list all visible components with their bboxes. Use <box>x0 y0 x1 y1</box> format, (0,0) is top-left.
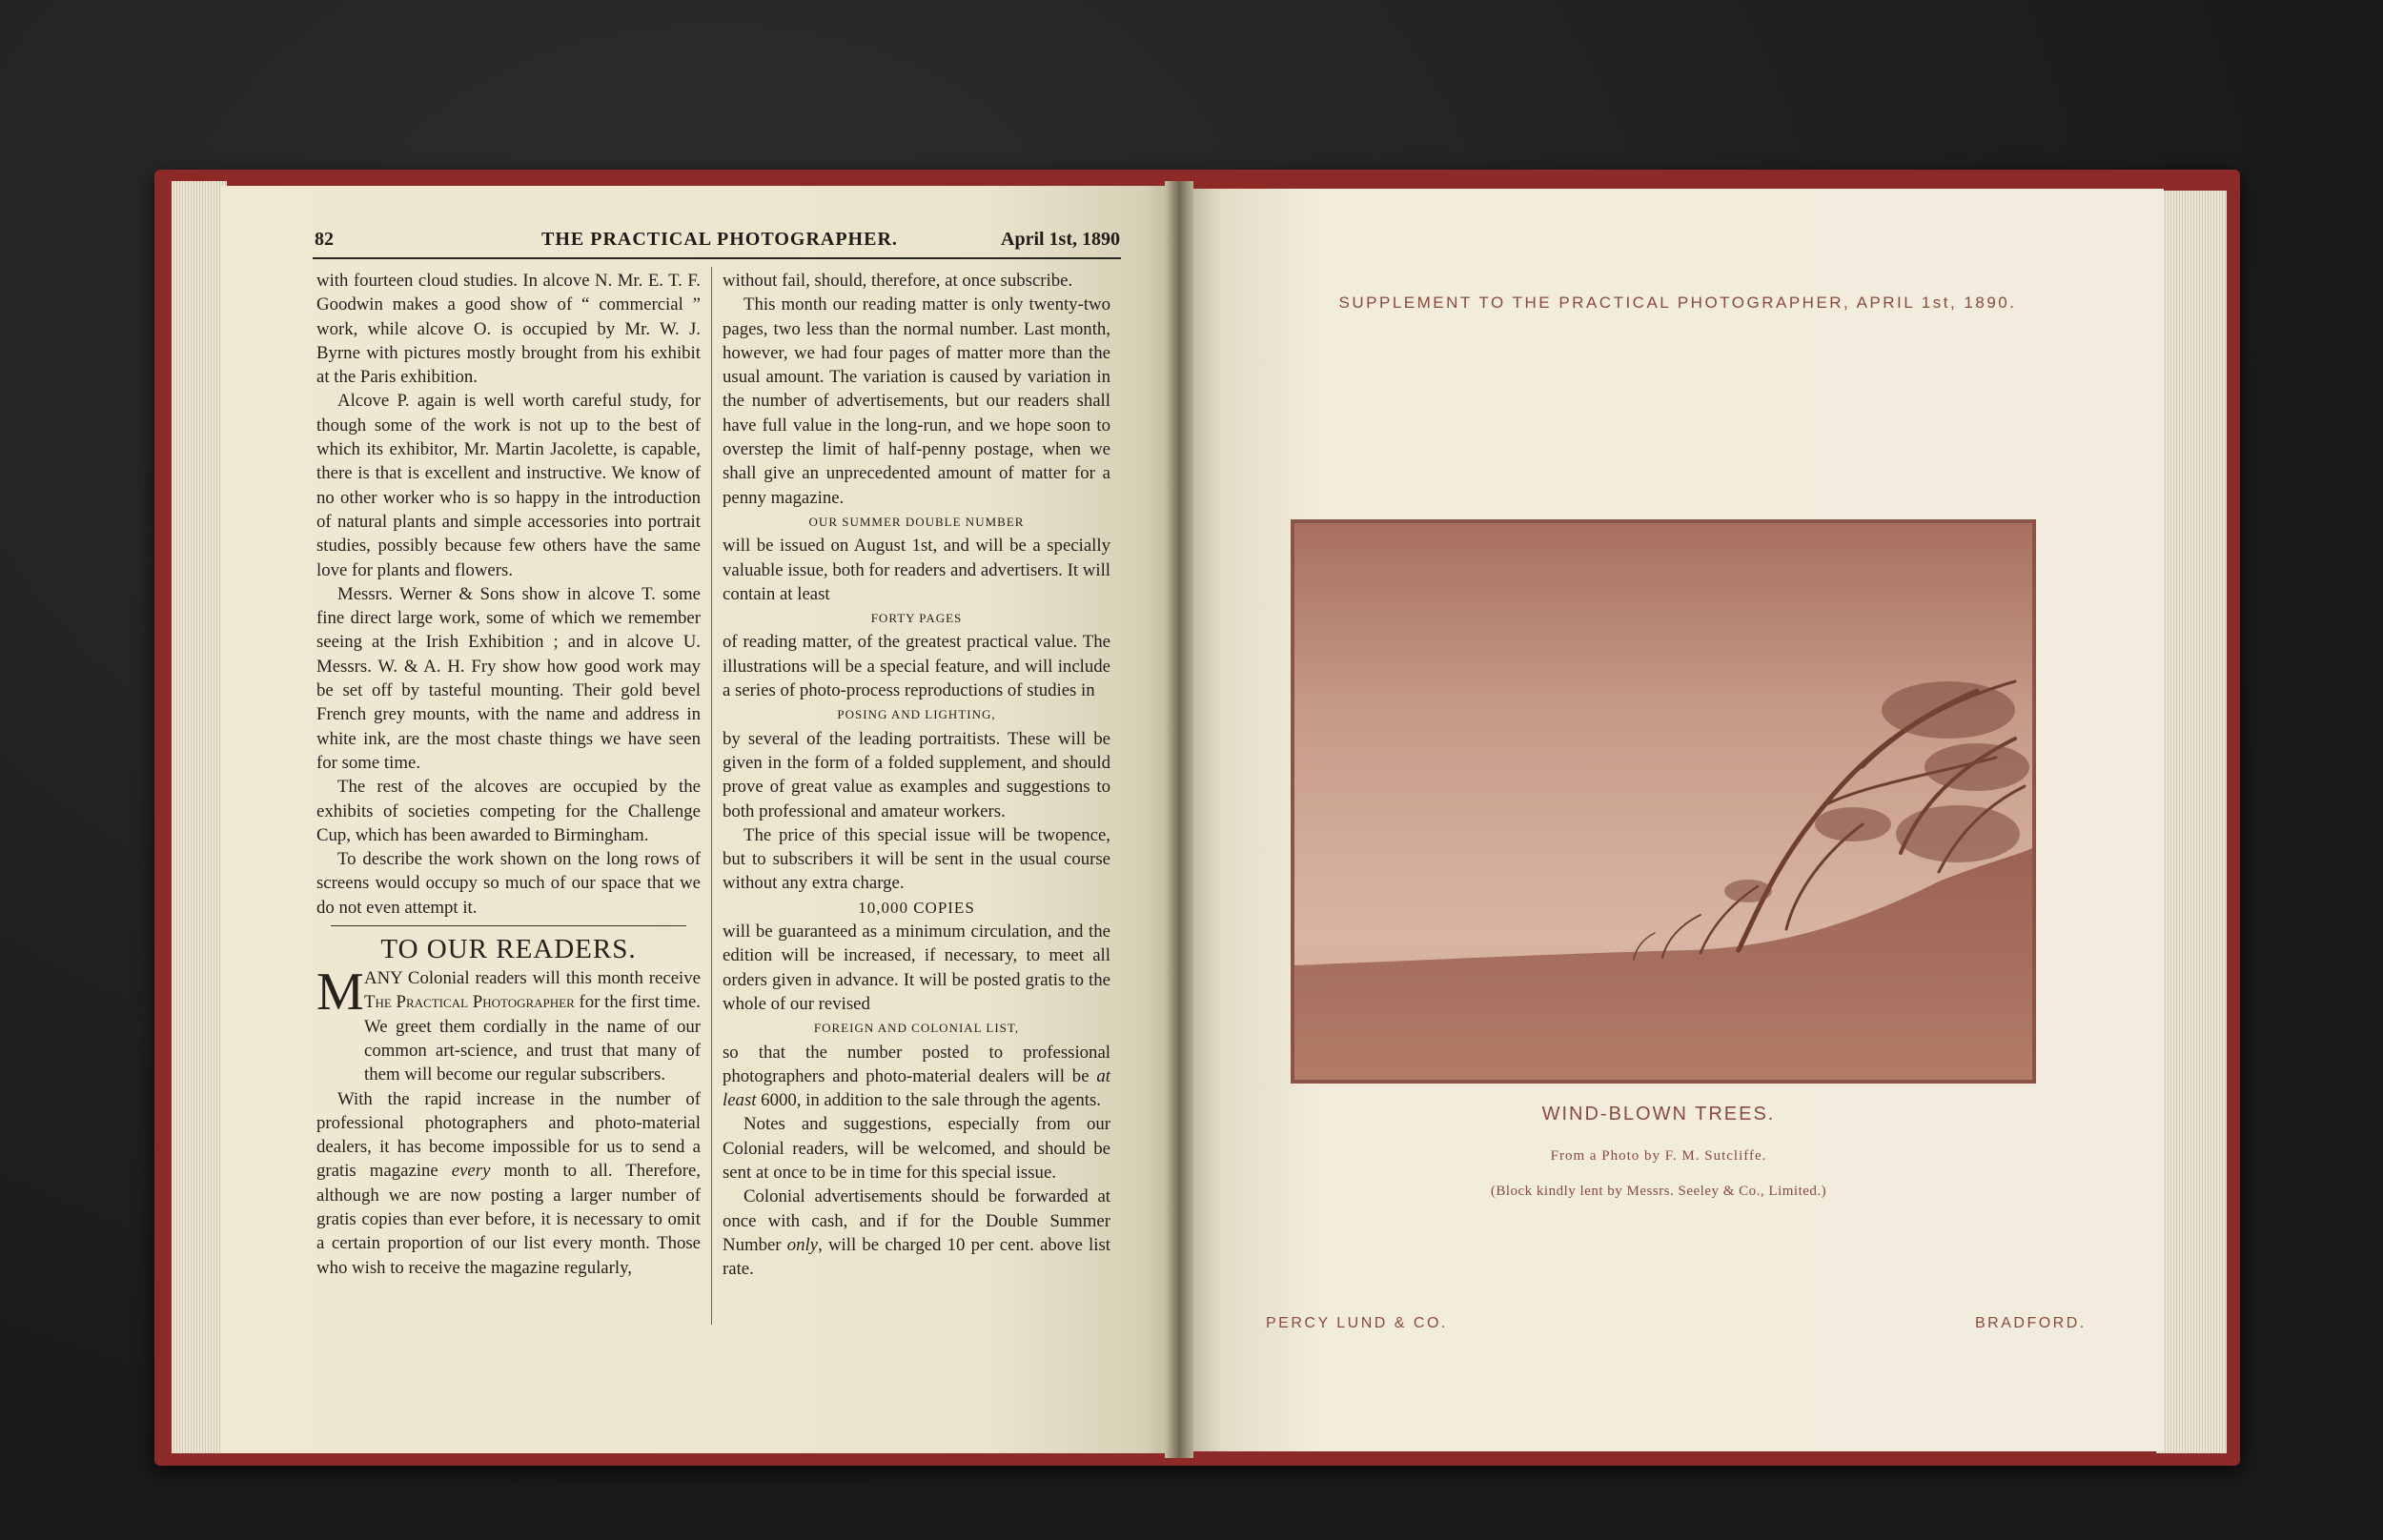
paragraph <box>316 1087 701 1280</box>
page-edges-right <box>2156 191 2227 1453</box>
page-number: 82 <box>315 229 334 250</box>
paragraph: by several of the leading portraitists. These will be given in the form of a folded supplement, and should prove of great value as examples and suggestions to both professional and amateur workers. <box>723 728 1110 821</box>
book-gutter <box>1165 181 1193 1458</box>
left-column <box>316 269 701 1280</box>
paragraph: To describe the work shown on the long rows of screens would occupy so much of our space that we do not even attempt it. <box>316 849 701 918</box>
drop-cap-paragraph <box>316 962 701 1086</box>
text-run: With the rapid increase in the number of professional photographers and photo-material dealers, it has become impossible for us to send a gratis magazine <box>316 1088 701 1182</box>
wind-blown-trees-photo <box>1291 519 2036 1084</box>
small-caps-heading: FORTY PAGES <box>870 611 963 626</box>
journal-title: THE PRACTICAL PHOTOGRAPHER. <box>541 229 898 250</box>
running-header <box>315 229 1120 257</box>
paragraph <box>723 1185 1110 1281</box>
paragraph: This month our reading matter is only twenty-two pages, two less than the normal number. Last month, however, we had four pages of matter more than the usual amount. The variation is caused by variation in the number of advertisements, but our readers shall have full value in the long-run, and we hope soon to overstep the limit of half-penny postage, when we shall give an unprecedented amount of matter for a penny magazine. <box>723 294 1110 508</box>
text-run: , will be charged 10 per cent. above list rate. <box>723 1234 1110 1280</box>
text-run: Colonial advertisements should be forwarded at once with cash, and if for the Double Summer Number <box>723 1186 1110 1255</box>
small-caps-heading: POSING AND LIGHTING, <box>837 707 996 722</box>
text-run: so that the number posted to professional photographers and photo-material dealers will be <box>723 1042 1110 1086</box>
publisher-city: BRADFORD. <box>1975 1315 2087 1331</box>
small-caps-heading: FOREIGN AND COLONIAL LIST, <box>813 1021 1020 1036</box>
block-credit: (Block kindly lent by Messrs. Seeley & Co., Limited.) <box>1490 1184 1827 1199</box>
paragraph: will be guaranteed as a minimum circulation, and the edition will be increased, if necessary, to meet all orders given in advance. It will be posted gratis to the whole of our revised <box>723 922 1110 1014</box>
paragraph <box>364 966 701 1086</box>
emphasis: only <box>786 1234 819 1255</box>
journal-name: The Practical Photographer <box>364 992 575 1013</box>
page-edges-left <box>172 181 227 1453</box>
paragraph: The rest of the alcoves are occupied by the exhibits of societies competing for the Challenge Cup, which has been awarded to Birmingham. <box>316 777 701 845</box>
paragraph: without fail, should, therefore, at once subscribe. <box>723 271 1073 291</box>
emphasis: at least <box>723 1065 1110 1111</box>
column-separator <box>711 267 712 1325</box>
paragraph: will be issued on August 1st, and will be a specially valuable issue, both for readers and advertisers. It will contain at least <box>723 536 1110 604</box>
section-heading: TO OUR READERS. <box>380 934 637 965</box>
small-caps-heading: 10,000 COPIES <box>858 898 975 917</box>
text-run: 6000, in addition to the sale through the agents. <box>756 1090 1101 1111</box>
paragraph: Alcove P. again is well worth careful study, for though some of the work is not up to the best of which its exhibitor, Mr. Martin Jacolette, is capable, there is that is excellent and instructive. We know of no other worker who is so happy in the introduction of natural plants and simple accessories into portrait studies, possibly because few others have the same love for plants and flowers. <box>316 391 701 580</box>
section-rule <box>331 925 686 926</box>
paragraph: Messrs. Werner & Sons show in alcove T. some fine direct large work, some of which we remember seeing at the Irish Exhibition ; and in alcove U. Messrs. W. & A. H. Fry show how good work may be set off by tasteful mounting. Their gold bevel French grey mounts, with the name and address in white ink, are the most chaste things we have seen for some time. <box>316 583 701 773</box>
photo-credit: From a Photo by F. M. Sutcliffe. <box>1550 1148 1767 1164</box>
header-rule <box>313 257 1121 259</box>
paragraph: Notes and suggestions, especially from our Colonial readers, will be welcomed, and should be sent at once to be in time for this special issue. <box>723 1114 1110 1183</box>
text-run: ANY Colonial readers will this month receive <box>364 968 701 989</box>
right-column <box>723 269 1110 1281</box>
paragraph <box>723 1041 1110 1113</box>
plate-title: WIND-BLOWN TREES. <box>1541 1104 1776 1125</box>
supplement-header: SUPPLEMENT TO THE PRACTICAL PHOTOGRAPHER, APRIL 1st, 1890. <box>1338 294 2017 312</box>
drop-cap: M <box>316 962 364 1023</box>
paragraph: of reading matter, of the greatest practical value. The illustrations will be a special feature, and will include a series of photo-process reproductions of studies in <box>723 632 1110 701</box>
paragraph: The price of this special issue will be twopence, but to subscribers it will be sent in the usual course without any extra charge. <box>723 824 1110 894</box>
emphasis: every <box>451 1161 491 1182</box>
paragraph: with fourteen cloud studies. In alcove N. Mr. E. T. F. Goodwin makes a good show of “ commercial ” work, while alcove O. is occupied by Mr. W. J. Byrne with pictures mostly brought from his exhibit at the Paris exhibition. <box>316 271 701 388</box>
issue-date: April 1st, 1890 <box>1001 229 1120 250</box>
text-run: for the first time. We greet them cordially in the name of our common art-science, and trust that many of them will become our regular subscribers. <box>364 992 701 1085</box>
text-run: month to all. Therefore, although we are now posting a larger number of gratis copies than ever before, it is necessary to omit a certain proportion of our list every month. Those who wish to receive the magazine regularly, <box>316 1161 701 1278</box>
small-caps-heading: OUR SUMMER DOUBLE NUMBER <box>808 514 1025 529</box>
publisher-name: PERCY LUND & CO. <box>1266 1315 1448 1331</box>
